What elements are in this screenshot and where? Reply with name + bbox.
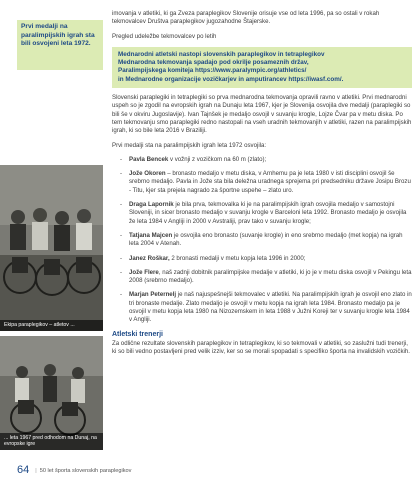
athlete-text: je osvojila eno bronasto (suvanje krogle) in eno srebrno medaljo (met kopja) na igrah leta 2004 v Atenah. [129,231,403,248]
intro-paragraph: imovanja v atletiki, ki ga Zveza paraplegikov Slovenije orisuje vse od leta 1996, pa so ostali v rokah tekmovalcev Društva paraplegikov jugozahodne Štajerske. [112,10,380,26]
publication-title: 50 let športa slovenskih paraplegikov [39,468,132,474]
athlete-name: Jože Flere [129,268,159,276]
athlete-name: Jože Okoren [129,170,166,178]
athlete-text: v vožnji z vozičkom na 60 m (zlato); [168,155,267,163]
list-item [120,232,412,249]
sidebar [0,0,108,480]
footer-separator: | [35,468,37,474]
page-footer [17,466,131,476]
athlete-text: je bila prva, tekmovalka ki je na paralimpijskih igrah osvojila medaljo v samostojni Sloveniji, in sicer bronasto medaljo v suvanju krogle v Barceloni leta 1992. Bronasto medaljo je osvojila že leta 1984 v Angliji in 2000 v Avstraliji, prav tako v suvanju krogle; [129,201,407,225]
photo-caption: ... leta 1967 pred odhodom na Dunaj, na evropske igre [0,433,103,450]
team-photo [0,165,103,331]
athlete-name: Tatjana Majcen [129,231,173,239]
page-number: 64 [17,464,30,476]
highlight-link-line: Paralimpijskega komiteja https://www.paralympic.org/athletics/ [118,67,307,75]
list-item [120,269,412,286]
section-heading: Atletski trenerji [112,330,163,338]
highlight-line: Mednarodni atletski nastopi slovenskih paraplegikov in tetraplegikov [118,50,325,58]
athlete-name: Janez Roškar, [129,254,170,262]
departure-photo [0,336,103,450]
overview-line: Pregled udeležbe tekmovalcev po letih [112,32,217,40]
athlete-name: Draga Lapornik [129,201,174,209]
athlete-name: Pavla Bencek [129,155,169,163]
athlete-text: – bronasto medaljo v metu diska, v Arnhemu pa je leta 1980 v isti disciplini osvojil še srebrno medaljo. Pavla in Jože sta bila deležna uradnega sprejema pri predsedniku države Josipu Brozu - Titu, kjer sta prejela nagrado za športne uspehe – zlato uro. [129,170,411,194]
athlete-text: je naš najuspešnejši tekmovalec v atletiki. Na paralimpijskih igrah je osvojil eno zlato in tri bronaste medalje. Zlato medaljo je osvojil v metu kopja na igrah leta 1984. Bronasto medaljo pa je osvojil v metu kopja leta 1980 na Nizozemskem in leta 1988 v Južni Koreji ter v suvanju krogle leta 1984 v Angliji. [129,291,412,324]
list-item [120,291,412,324]
list-item [120,201,412,226]
article-body [112,10,412,363]
coaches-paragraph: Za odlične rezultate slovenskih paraplegikov in tetraplegikov, ki so tekmovali v atletiki, so zaslužni tudi trenerji, ki so bili vedno postavljeni pred velik izziv, ker so se morali spopadati s specifiko športa na invalidskih vozičkih. [112,339,410,356]
pull-quote: Prvi medalji na paralimpijskih igrah sta bili osvojeni leta 1972. [17,20,103,70]
highlight-link-line: in Mednarodne organizacije vozičkarjev in amputirancev https://iwasf.com/. [118,75,344,83]
photo-caption: Ekipa paraplegikov – atletov ... [0,320,103,331]
list-item [120,156,412,164]
medalist-list [112,156,412,325]
athlete-text: , naš zadnji dobitnik paralimpijske medalje v atletiki, ki jo je v metu diska osvojil v Pekingu leta 2008 (srebrno medaljo). [129,268,412,285]
highlight-box [112,47,412,88]
athlete-text: 2 bronasti medalji v metu kopja leta 1996 in 2000; [169,254,306,262]
athlete-name: Marjan Peternelj [129,291,177,299]
list-item [120,170,412,195]
list-item [120,255,412,263]
highlight-line: Mednarodna tekmovanja spadajo pod okrilje posameznih držav, [118,59,309,67]
history-paragraph: Slovenski paraplegiki in tetraplegiki so prva mednarodna tekmovanja opravili ravno v atletiki. Prvi mednarodni uspeh so je zgodil na evropskih igrah na Dunaju leta 1967, kjer je Slovenija osvojila dve medalji (paraplegiki so bili še v okviru Jugoslavije). Ivan Tajnšek je medaljo osvojil v suvanju krogle, Lojze Čvar pa v metu diska. Po tem tekmovanju smo paraplegiki redno nastopali na vseh uradnih tekmovanjih v atletiki, razen na paralimpijskih igrah, ki so bile leta 2016 v Braziliji. [112,94,412,135]
medalists-intro: Prvi medalji sta na paralimpijskih igrah leta 1972 osvojila: [112,141,267,149]
team-photo-image [0,165,103,331]
